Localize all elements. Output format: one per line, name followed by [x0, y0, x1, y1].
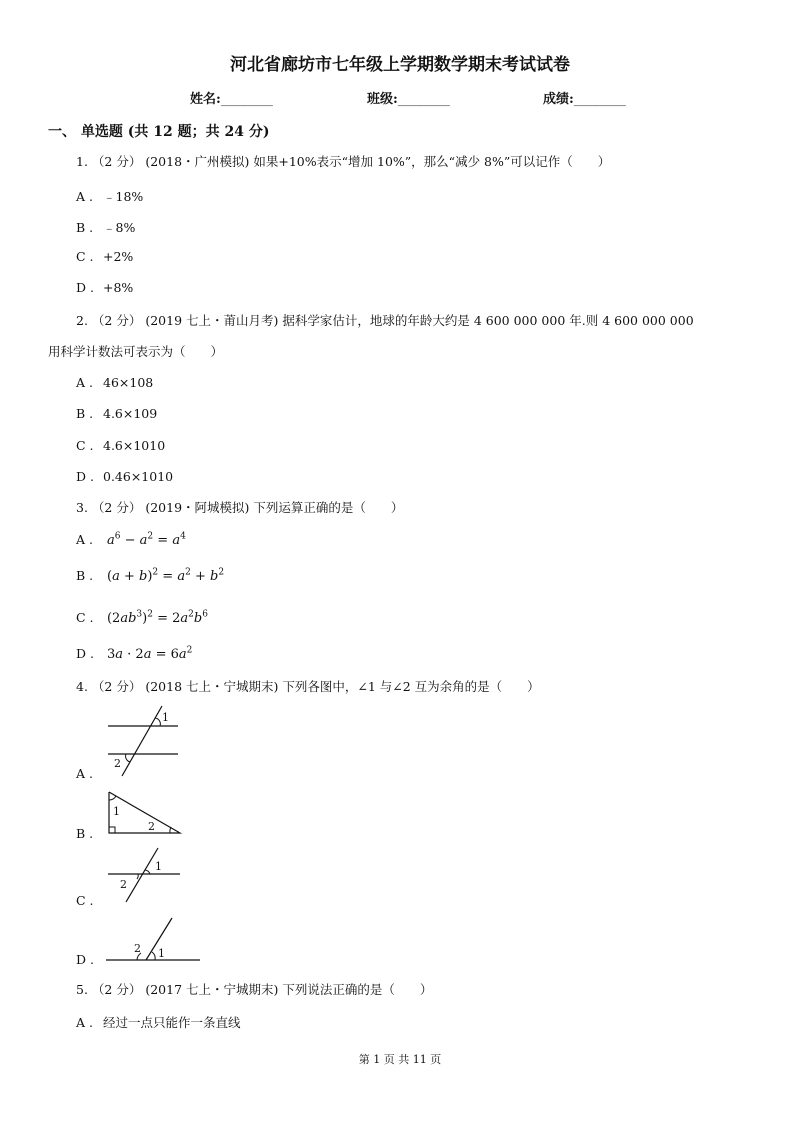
question-3-stem	[76, 498, 403, 516]
class-label: 班级:	[367, 92, 398, 107]
angle-1-arc	[155, 718, 160, 726]
q4-figure-b	[100, 788, 184, 838]
score-field	[543, 88, 626, 107]
question-text: (2019・阿城模拟) 下列运算正确的是（ ）	[145, 500, 404, 515]
angle-label-2: 2	[134, 942, 141, 955]
right-angle-mark	[109, 827, 115, 833]
option-text: +8%	[103, 280, 134, 295]
angle-label-2: 2	[148, 820, 155, 833]
option-label: A .	[76, 1015, 93, 1030]
q4-option-d	[76, 952, 103, 967]
formula: $3a \cdot 2a = 6a^2$	[106, 646, 193, 663]
option-label: D .	[76, 646, 94, 662]
q2-option-d	[76, 469, 173, 484]
option-text: 4.6×1010	[103, 438, 166, 453]
option-label: B .	[76, 406, 94, 421]
angle-label-1: 1	[158, 947, 165, 960]
angle-label-1: 1	[113, 805, 120, 818]
angle-1-arc	[152, 952, 155, 960]
class-blank: ________	[397, 92, 450, 107]
question-number: 5.	[76, 982, 88, 997]
option-label: D .	[76, 469, 94, 484]
name-label: 姓名:	[190, 92, 221, 107]
option-label: B .	[76, 220, 94, 235]
name-blank: ________	[220, 92, 273, 107]
question-points: （2 分）	[91, 313, 142, 328]
formula: $(a + b)^2 = a^2 + b^2$	[106, 568, 225, 585]
option-text: ﹣18%	[103, 189, 144, 204]
angle-2-arc	[126, 754, 130, 762]
section-heading: 一、 单选题 (共 12 题；共 24 分)	[48, 124, 270, 140]
q1-option-c	[76, 249, 133, 264]
q1-option-b	[76, 218, 135, 236]
exam-title: 河北省廊坊市七年级上学期数学期末考试试卷	[230, 55, 570, 75]
q4-option-b	[76, 826, 103, 841]
question-2-stem-continued: 用科学计数法可表示为（ ）	[48, 344, 224, 359]
question-text: (2018・广州模拟) 如果+10%表示“增加 10%”，那么“减少 8%”可以记作（ ）	[145, 154, 611, 169]
option-text: +2%	[103, 249, 134, 264]
question-points: （2 分）	[91, 982, 142, 997]
q3-option-c	[76, 610, 208, 626]
q3-option-a	[76, 532, 186, 548]
angle-label-1: 1	[162, 711, 169, 724]
option-label: C .	[76, 438, 94, 453]
q1-option-d	[76, 280, 133, 295]
option-label: A .	[76, 766, 93, 781]
option-label: A .	[76, 532, 93, 548]
option-text: 4.6×109	[103, 406, 158, 421]
option-label: C .	[76, 893, 94, 908]
q3-option-b	[76, 568, 224, 584]
q3-option-d	[76, 646, 192, 662]
option-label: B .	[76, 568, 94, 584]
question-number: 4.	[76, 679, 88, 694]
angle-label-1: 1	[155, 860, 162, 873]
option-label: D .	[76, 280, 94, 295]
angle-2-arc	[137, 874, 138, 879]
question-number: 1.	[76, 154, 88, 169]
option-label: D .	[76, 952, 94, 967]
option-text: ﹣8%	[103, 220, 136, 235]
q4-figure-d	[100, 914, 204, 966]
q4-figure-c	[100, 846, 184, 906]
intersecting-line	[126, 848, 158, 902]
option-label: B .	[76, 826, 94, 841]
q4-figure-a	[100, 704, 184, 778]
angle-label-2: 2	[114, 757, 121, 770]
option-text: 46×108	[103, 375, 154, 390]
option-label: C .	[76, 249, 94, 264]
q5-option-a	[76, 1013, 241, 1031]
q1-option-a	[76, 187, 143, 205]
question-text: (2017 七上・宁城期末) 下列说法正确的是（ ）	[145, 982, 433, 997]
formula: $(2ab^3)^2 = 2a^2b^6$	[106, 610, 208, 627]
option-label: A .	[76, 189, 93, 204]
question-2-stem	[76, 311, 694, 329]
question-1-stem	[76, 152, 610, 170]
page-footer: 第 1 页 共 11 页	[358, 1053, 442, 1066]
formula: $a^6 - a^2 = a^4$	[106, 532, 186, 549]
transversal-line	[122, 706, 162, 776]
name-field	[190, 88, 273, 107]
score-blank: ________	[573, 92, 626, 107]
question-points: （2 分）	[91, 679, 142, 694]
option-label: C .	[76, 610, 94, 626]
angle-2-arc	[170, 827, 171, 833]
angle-1-arc	[109, 796, 116, 800]
question-text: (2018 七上・宁城期末) 下列各图中，∠1 与∠2 互为余角的是（ ）	[145, 679, 540, 694]
q4-option-c	[76, 893, 103, 908]
angle-label-2: 2	[120, 878, 127, 891]
question-text: (2019 七上・莆山月考) 据科学家估计，地球的年龄大约是 4 600 000 000 年.则 4 600 000 000	[145, 313, 694, 328]
q2-option-a	[76, 375, 153, 390]
option-text: 0.46×1010	[103, 469, 174, 484]
q4-option-a	[76, 766, 103, 781]
class-field	[367, 88, 450, 107]
question-5-stem	[76, 980, 432, 998]
question-number: 3.	[76, 500, 88, 515]
question-4-stem	[76, 677, 540, 695]
question-number: 2.	[76, 313, 88, 328]
score-label: 成绩:	[543, 92, 574, 107]
option-label: A .	[76, 375, 93, 390]
question-points: （2 分）	[91, 500, 142, 515]
option-text: 经过一点只能作一条直线	[103, 1015, 241, 1030]
q2-option-b	[76, 406, 157, 421]
q2-option-c	[76, 438, 165, 453]
question-points: （2 分）	[91, 154, 142, 169]
